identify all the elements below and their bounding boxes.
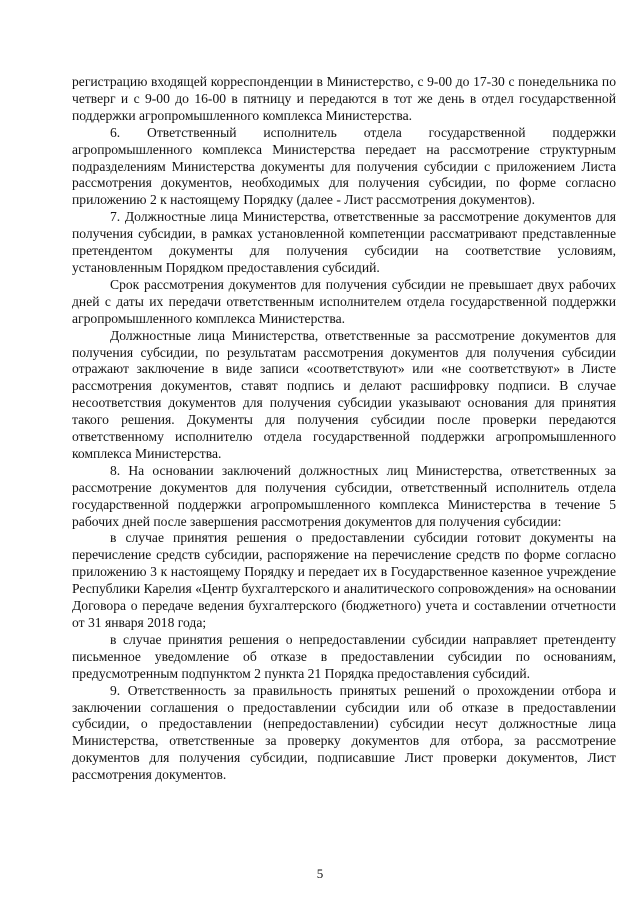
document-body bbox=[72, 74, 616, 784]
paragraph-item-8: 8. На основании заключений должностных лиц Министерства, ответственных за рассмотрение документов для получения субсидии, ответственный исполнитель отдела государственной поддержки агропромышленного комплекса Министерства в течение 5 рабочих дней после завершения рассмотрения документов для получения субсидии: bbox=[72, 462, 616, 529]
paragraph-item-7: 7. Должностные лица Министерства, ответственные за рассмотрение документов для получения субсидии, в рамках установленной компетенции рассматривают представленные претендентом документы для получения субсидии на соответствие условиям, установленным Порядком предоставления субсидий. bbox=[72, 209, 616, 275]
paragraph-continuation: регистрацию входящей корреспонденции в Министерство, с 9-00 до 17-30 с понедельника по четверг и с 9-00 до 16-00 в пятницу и передаются в тот же день в отдел государственной поддержки агропромышленного комплекса Министерства. bbox=[72, 74, 616, 123]
paragraph-item-6: 6. Ответственный исполнитель отдела государственной поддержки агропромышленного комплекса Министерства передает на рассмотрение структурным подразделениям Министерства документы для получения субсидии с приложением Листа рассмотрения документов, необходимых для получения субсидии, по форме согласно приложению 2 к настоящему Порядку (далее - Лист рассмотрения документов). bbox=[72, 124, 616, 208]
paragraph-item-9: 9. Ответственность за правильность принятых решений о прохождении отбора и заключении соглашения о предоставлении субсидии или об отказе в предоставлении субсидии, о предоставлении (непредоставлении) субсидии несут должностные лица Министерства, ответственные за проверку документов для отбора, за рассмотрение документов для получения субсидии, подписавшие Лист проверки документов, Лист рассмотрения документов. bbox=[72, 682, 616, 783]
paragraph-case-refusal: в случае принятия решения о непредоставлении субсидии направляет претенденту письменное уведомление об отказе в предоставлении субсидии по основаниям, предусмотренным подпунктом 2 пункта 21 Порядка предоставления субсидий. bbox=[72, 631, 616, 681]
page-number: 5 bbox=[316, 866, 324, 881]
paragraph-case-approval: в случае принятия решения о предоставлении субсидии готовит документы на перечисление средств субсидии, распоряжение на перечисление средств по форме согласно приложению 3 к настоящему Порядку и передает их в Государственное казенное учреждение Республики Карелия «Центр бухгалтерского и аналитического сопровождения» на основании Договора о передаче ведения бухгалтерского (бюджетного) учета и составлении отчетности от 31 января 2018 года; bbox=[72, 530, 616, 630]
paragraph-review-period: Срок рассмотрения документов для получения субсидии не превышает двух рабочих дней с даты их передачи ответственным исполнителем отдела государственной поддержки агропромышленного комплекса Министерства. bbox=[72, 276, 616, 326]
paragraph-review-result: Должностные лица Министерства, ответственные за рассмотрение документов для получения субсидии, по результатам рассмотрения документов для получения субсидии отражают заключение в виде записи «соответствуют» или «не соответствуют» в Листе рассмотрения документов, ставят подпись и делают расшифровку подписи. В случае несоответствия документов для получения субсидии указывают основания для принятия такого решения. Документы для получения субсидии после проверки передаются ответственному исполнителю отдела государственной поддержки агропромышленного комплекса Министерства. bbox=[72, 327, 616, 461]
